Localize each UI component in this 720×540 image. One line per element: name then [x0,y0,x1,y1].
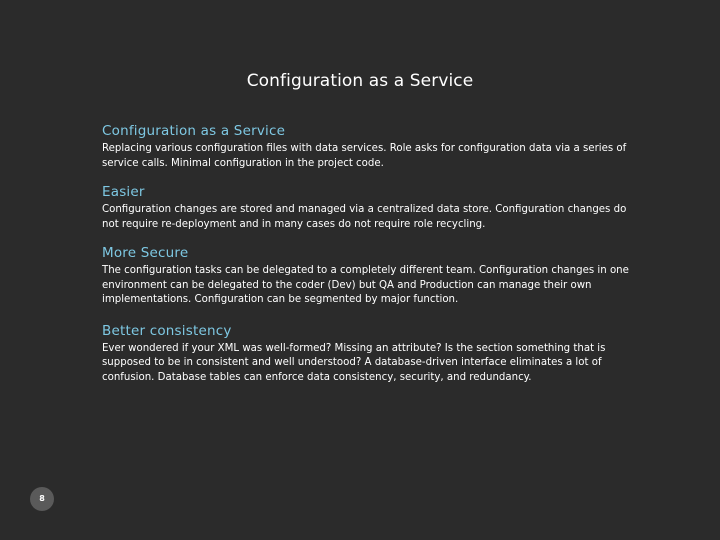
slide-content [102,122,642,385]
section-body: The configuration tasks can be delegated to a completely different team. Configuration changes in one environment can be delegated to the coder (Dev) but QA and Production can manage their own implementations. Configuration can be segmented by major function. [102,265,629,305]
section-body: Replacing various configuration files with data services. Role asks for configuration data via a series of service calls. Minimal configuration in the project code. [102,143,627,169]
section-configuration-as-a-service [102,122,642,171]
section-heading: More Secure [102,245,189,261]
slide-title: Configuration as a Service [246,71,474,91]
slide-number: 8 [39,494,45,503]
section-easier [102,183,642,232]
section-heading: Configuration as a Service [102,123,286,139]
section-body: Ever wondered if your XML was well-formed? Missing an attribute? Is the section something that is supposed to be in consistent and well understood? A database-driven interface eliminates a lot of confusion. Database tables can enforce data consistency, security, and redundancy. [102,342,606,383]
section-heading: Better consistency [102,322,232,339]
section-body: Configuration changes are stored and managed via a centralized data store. Configuration changes do not require re-deployment and in many cases do not require role recycling. [102,204,627,230]
section-better-consistency [102,322,642,386]
slide-number-badge [30,487,54,511]
section-heading: Easier [102,184,145,200]
section-more-secure [102,244,642,308]
